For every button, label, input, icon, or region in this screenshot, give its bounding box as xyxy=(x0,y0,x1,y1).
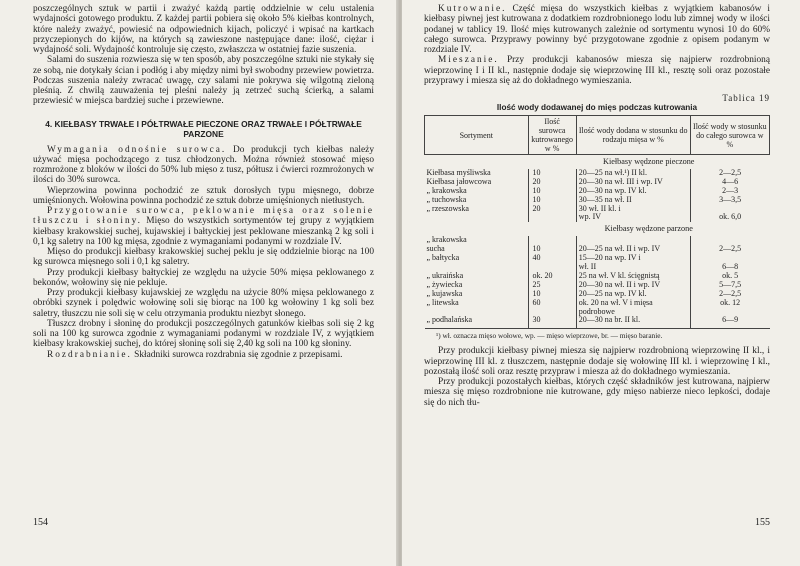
table-cell-name: „ krakowska xyxy=(426,185,467,195)
table-footnote: ¹) wł. oznacza mięso wołowe, wp. — mięso wieprzowe, br. — mięso baranie. xyxy=(436,331,663,341)
table-group-heading: Kiełbasy wędzone parzone xyxy=(604,224,693,234)
table-cell-water: 20—30 na wp. IV kl. xyxy=(576,187,690,196)
table-cell-water: 15—20 na wp. IV i xyxy=(576,254,690,263)
table-cell-name: „ rzeszowska xyxy=(426,203,469,213)
left-page xyxy=(0,0,398,566)
table-cell-water: 20—30 na wł. III i wp. IV xyxy=(576,178,690,187)
table-header: Ilość surowca kutrowanego w % xyxy=(528,116,576,155)
table-cell-pct: 10 xyxy=(528,196,576,205)
table-cell-water: 25 na wł. V kl. ścięgnistą xyxy=(576,272,690,281)
table-cell-name: „ litewska xyxy=(426,297,459,307)
table-cell-water: ok. 20 na wł. V i mięsa podrobowe xyxy=(576,299,690,317)
table-cell-pct: ok. 20 xyxy=(528,272,576,281)
table-cell-water: 30—35 na wł. II xyxy=(576,196,690,205)
table-cell-name: Kiełbasa myśliwska xyxy=(426,167,491,177)
paragraph: Tłuszcz drobny i słoninę do produkcji poszczególnych gatunków kiełbas soli się 2 kg soli na 100 kg surowca zgodnie z wymaganiami podanymi w rozdziale IV, z wyjątkiem kiełbasy krakowskiej suchej, do której słoninę soli się 2,40 kg soli na 100 kg słoniny. xyxy=(33,318,374,350)
table-cell-name: „ krakowska xyxy=(426,235,467,245)
table-cell-pct: 60 xyxy=(528,299,576,317)
table-cell-water: wł. II xyxy=(576,263,690,272)
table-cell-pct: 10 xyxy=(528,290,576,299)
water-table xyxy=(424,115,770,329)
table-cell-name: „ tuchowska xyxy=(426,194,467,204)
table-cell-total: 2—2,5 xyxy=(690,245,769,254)
table-cell-pct: 40 xyxy=(528,254,576,263)
table-cell-water: 20—30 na br. II kl. xyxy=(576,316,690,328)
table-cell-total: 6—9 xyxy=(690,316,769,328)
table-title: Ilość wody dodawanej do mięs podczas kutrowania xyxy=(496,103,698,112)
paragraph: Przy produkcji kiełbasy kujawskiej ze względu na użycie 80% mięsa peklowanego z obróbki szynek i polędwic wołowinę soli się biorąc na 100 kg wołowiny 1 kg soli bez saletry, tłuszczu nie soli się w celu otrzymania produktu niezbyt słonego. xyxy=(33,288,374,319)
paragraph: Wieprzowina powinna pochodzić ze sztuk dorosłych typu mięsnego, dobrze umięśnionych. Wołowina powinna pochodzić ze sztuk dobrze umięśnionych nietłustych. xyxy=(33,185,374,206)
page-number: 154 xyxy=(33,517,48,528)
table-row xyxy=(425,254,770,263)
table-cell-name xyxy=(425,213,529,222)
table-cell-water: 20—25 na wł.¹) II kl. xyxy=(576,169,690,178)
table-header: Ilość wody w stosunku do całego surowca w % xyxy=(690,116,769,155)
page-number: 155 xyxy=(755,517,770,528)
table-cell-pct xyxy=(528,213,576,222)
table-cell-water: 30 wł. II kl. i xyxy=(576,205,690,214)
table-header: Sortyment xyxy=(425,116,529,155)
table-row xyxy=(425,213,770,222)
paragraph: Przy produkcji pozostałych kiełbas, których część składników jest kutrowana, najpierw miesza się mięso rozdrobnione nie kutrowane, gdy mięso nabierze nieco lepkości, dodaje się do nich tłu- xyxy=(424,377,770,408)
table-cell-total: ok. 12 xyxy=(690,299,769,317)
table-cell-pct: 20 xyxy=(528,205,576,214)
table-header: Ilość wody dodana w stosunku do rodzaju mięsa w % xyxy=(576,116,690,155)
paragraph: Przy produkcji kiełbasy piwnej miesza się najpierw rozdrobnioną wieprzowinę II kl., i wieprzowinę III kl. z tłuszczem, następnie dodaje się wołowinę III kl. i wieprzowinę I kl., pozostałą ilość soli oraz resztę przypraw i miesza aż do dokładnego wymieszania. xyxy=(424,346,770,377)
paragraph: Salami do suszenia rozwiesza się w ten sposób, aby poszczególne sztuki nie stykały się ze sobą, nie dotykały ścian i podłóg i aby między nimi był swobodny przewiew powietrza. Podczas suszenia należy zwracać uwagę, czy salami nie pokrywa się wilgotną zieloną pleśnią. Z chwilą zauważenia tej pleśni należy ją zetrzeć suchą ścierką, a salami przewiesić w miejsca bardziej suche i przewiewne. xyxy=(33,55,374,107)
paragraph: Mieszanie. Przy produkcji kabanosów miesza się najpierw rozdrobnioną wieprzowinę I i II kl., następnie dodaje się wieprzowinę III kl., resztę soli oraz pozostałe przyprawy i miesza się aż do dokładnego wymieszania. xyxy=(424,55,770,86)
table-cell-pct: 10 xyxy=(528,169,576,178)
paragraph: Wymagania odnośnie surowca. Do produkcji tych kiełbas należy używać mięsa pochodzącego z tusz chłodzonych. Można również stosować mięso rozmrożone z bloków w ilości do 50% lub mięso z tusz, półtusz i ćwierci rozmrożonych w ilości do 30% surowca. xyxy=(33,144,374,186)
table-cell-pct: 20 xyxy=(528,178,576,187)
run-in-heading: Przygotowanie surowca, peklowanie mięsa oraz solenie tłuszczu i słoniny. xyxy=(33,206,374,227)
run-in-heading: Kutrowanie. xyxy=(438,4,507,14)
table-cell-name: „ podhalańska xyxy=(425,316,529,328)
table-label: Tablica 19 xyxy=(722,93,770,103)
paragraph: Przy produkcji kiełbasy bałtyckiej ze względu na użycie 50% mięsa peklowanego z bekonów, wołowiny się nie pekluje. xyxy=(33,267,374,288)
table-cell-total: 6—8 xyxy=(690,263,769,272)
paragraph: Mięso do produkcji kiełbasy krakowskiej suchej peklu je się oddzielnie biorąc na 100 kg surowca mięsnego soli i 0,1 kg saletry. xyxy=(33,247,374,268)
table-cell-total: 2—3 xyxy=(690,187,769,196)
paragraph: Przygotowanie surowca, peklowanie mięsa oraz solenie tłuszczu i słoniny. Mięso do wszystkich sortymentów tej grupy z wyjątkiem kiełbasy krakowskiej suchej, kujawskiej i bałtyckiej jest peklowane mieszanką 2 kg soli i 0,1 kg saletry na 100 kg mięsa, zgodnie z wymaganiami podanymi w rozdziale IV. xyxy=(33,206,374,247)
table-cell-pct: 10 xyxy=(528,245,576,254)
table-cell-pct: 25 xyxy=(528,281,576,290)
table-cell-name: „ kujawska xyxy=(426,288,463,298)
table-cell-total: 4—6 xyxy=(690,178,769,187)
run-in-heading: Rozdrabnianie. xyxy=(47,349,132,360)
table-cell-total: 2—2,5 xyxy=(690,169,769,178)
table-cell-name: „ żywiecka xyxy=(426,279,463,289)
paragraph: Rozdrabnianie. Składniki surowca rozdrabnia się zgodnie z przepisami. xyxy=(47,349,343,360)
table-cell-pct: 30 xyxy=(528,316,576,328)
table-cell-name: Kiełbasa jałowcowa xyxy=(426,176,492,186)
table-cell-water: 20—25 na wł. II i wp. IV xyxy=(576,245,690,254)
table-cell-water: 20—25 na wp. IV kl. xyxy=(576,290,690,299)
table-cell-pct: 10 xyxy=(528,187,576,196)
section-heading: 4. KIEŁBASY TRWAŁE I PÓŁTRWAŁE PIECZONE ORAZ TRWAŁE I PÓŁTRWAŁE PARZONE xyxy=(45,118,362,139)
table-cell-total: ok. 6,0 xyxy=(690,213,769,222)
table-row xyxy=(425,316,770,328)
table-cell-water: wp. IV xyxy=(576,213,690,222)
table-cell-total: 3—3,5 xyxy=(690,196,769,205)
table-group-heading: Kiełbasy wędzone pieczone xyxy=(603,157,695,166)
table-cell-name: „ ukraińska xyxy=(426,270,464,280)
table-cell-total: ok. 5 xyxy=(690,272,769,281)
table-row xyxy=(425,299,770,317)
paragraph: Kutrowanie. Część mięsa do wszystkich kiełbas z wyjątkiem kabanosów i kiełbasy piwnej jest kutrowana z dodatkiem rozdrobnionego lodu lub zimnej wody w ilości podanej w tablicy 19. Ilość mięs kutrowanych zależnie od sortymentu wynosi 10 do 60% całego surowca. Przyprawy powinny być przygotowane zgodnie z opisem podanym w rozdziale IV. xyxy=(424,4,770,55)
table-cell-total: 2—2,5 xyxy=(690,290,769,299)
paragraph: poszczególnych sztuk w partii i zważyć każdą partię oddzielnie w celu ustalenia wydajności gotowego produktu. Z każdej partii pobiera się około 5% kiełbas kontrolnych, które należy zważyć, powiesić na odpowiednich kijach, policzyć i wpisać na kartkach przyczepionych do kijów, na których są zawieszone następujące dane: ilość, ciężar i wydajność soli. Wydajność kontroluje się często, zwłaszcza w ostatniej fazie suszenia. xyxy=(33,4,374,55)
run-in-heading: Mieszanie. xyxy=(438,55,499,66)
table-cell-name: sucha xyxy=(426,244,445,254)
run-in-heading: Wymagania odnośnie surowca. xyxy=(47,144,227,155)
table-cell-water: 20—30 na wł. II i wp. IV xyxy=(576,281,690,290)
table-cell-total: 5—7,5 xyxy=(690,281,769,290)
table-cell-name: „ bałtycka xyxy=(426,253,460,263)
right-page xyxy=(402,0,800,566)
